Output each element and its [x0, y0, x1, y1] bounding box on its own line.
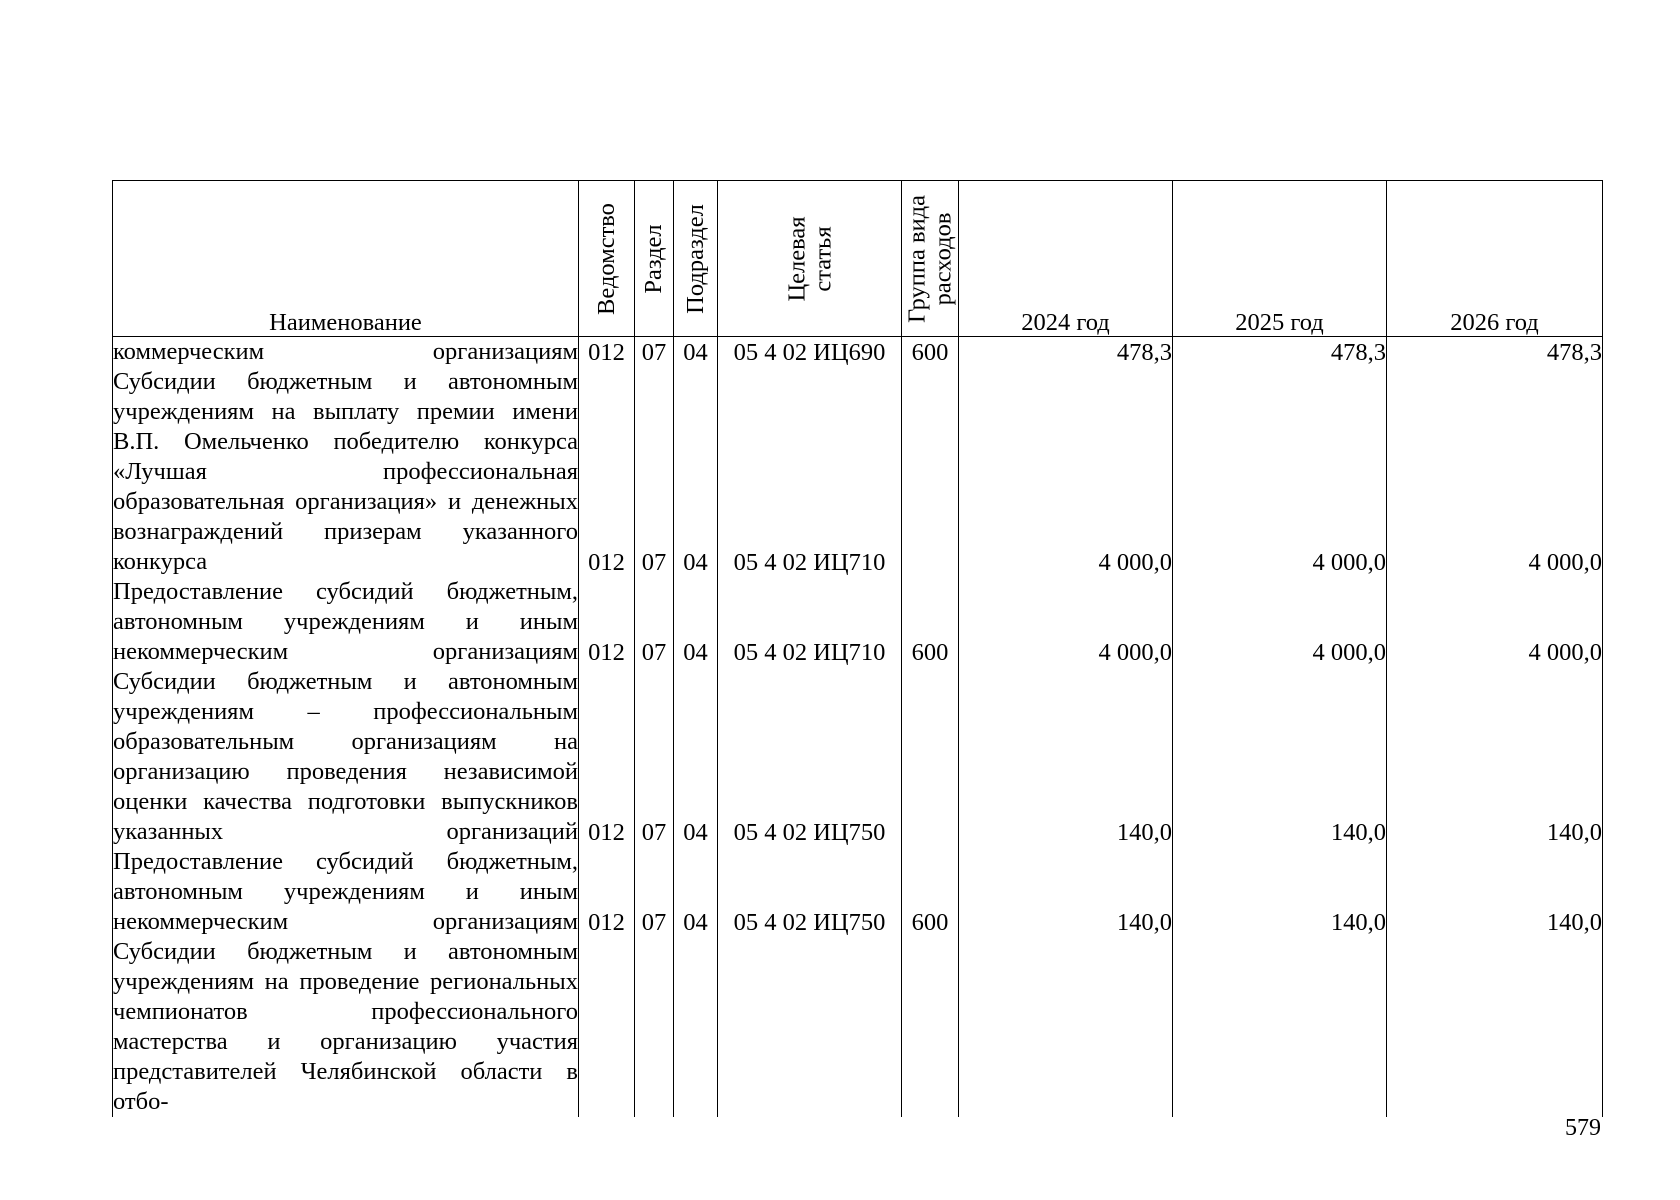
header-2025: 2025 год: [1173, 181, 1387, 337]
table-row: [113, 667, 1603, 847]
row-gruppa: 600: [902, 847, 959, 937]
row-razdel: 07: [635, 367, 674, 577]
row-name: Субсидии бюджетным и автономным учреждениям на выплату премии имени В.П. Омельченко победителю конкурса «Лучшая профессиональная образовательная организация» и денежных вознаграждений призерам указанного конкурса: [113, 368, 578, 575]
row-celevaya: 05 4 02 ИЦ710: [718, 577, 902, 667]
row-celevaya: 05 4 02 ИЦ750: [718, 667, 902, 847]
row-name: Субсидии бюджетным и автономным учреждениям – профессиональным образовательным организациям на организацию проведения независимой оценки качества подготовки выпускников указанных организаций: [113, 668, 578, 845]
row-2026: 140,0: [1387, 667, 1603, 847]
row-podrazdel: 04: [674, 367, 718, 577]
row-gruppa: 600: [902, 577, 959, 667]
row-2024: 140,0: [959, 667, 1173, 847]
row-podrazdel: [674, 937, 718, 1117]
row-2024: 4 000,0: [959, 367, 1173, 577]
table-header-row: [113, 181, 1603, 337]
table-row: [113, 937, 1603, 1117]
row-2024: 478,3: [959, 337, 1173, 368]
row-gruppa: 600: [902, 337, 959, 368]
row-razdel: 07: [635, 337, 674, 368]
header-2024: 2024 год: [959, 181, 1173, 337]
row-podrazdel: 04: [674, 577, 718, 667]
row-2025: 140,0: [1173, 847, 1387, 937]
row-2026: 4 000,0: [1387, 367, 1603, 577]
table-row: [113, 337, 1603, 368]
row-2025: 478,3: [1173, 337, 1387, 368]
header-2026: 2026 год: [1387, 181, 1603, 337]
row-name: коммерческим организациям: [113, 338, 578, 365]
header-podrazdel: Подраздел: [674, 181, 718, 337]
row-razdel: 07: [635, 577, 674, 667]
row-2026: 4 000,0: [1387, 577, 1603, 667]
row-podrazdel: 04: [674, 337, 718, 368]
row-celevaya: 05 4 02 ИЦ710: [718, 367, 902, 577]
row-vedomstvo: 012: [579, 577, 635, 667]
header-gruppa: Группа вида расходов: [902, 181, 959, 337]
row-name: Предоставление субсидий бюджетным, автономным учреждениям и иным некоммерческим организациям: [113, 578, 578, 665]
table-row: [113, 577, 1603, 667]
row-2024: [959, 937, 1173, 1117]
row-razdel: [635, 937, 674, 1117]
row-vedomstvo: [579, 937, 635, 1117]
budget-table: [112, 180, 1603, 1117]
row-2025: [1173, 937, 1387, 1117]
row-celevaya: 05 4 02 ИЦ690: [718, 337, 902, 368]
row-2026: [1387, 937, 1603, 1117]
row-2026: 140,0: [1387, 847, 1603, 937]
row-celevaya: 05 4 02 ИЦ750: [718, 847, 902, 937]
row-vedomstvo: 012: [579, 847, 635, 937]
row-vedomstvo: 012: [579, 337, 635, 368]
header-vedomstvo: Ведомство: [579, 181, 635, 337]
page-number: 579: [1565, 1115, 1601, 1141]
row-vedomstvo: 012: [579, 367, 635, 577]
row-2025: 140,0: [1173, 667, 1387, 847]
row-gruppa: [902, 667, 959, 847]
header-name: Наименование: [113, 181, 579, 337]
row-vedomstvo: 012: [579, 667, 635, 847]
row-razdel: 07: [635, 847, 674, 937]
table-row: [113, 367, 1603, 577]
header-razdel: Раздел: [635, 181, 674, 337]
row-podrazdel: 04: [674, 667, 718, 847]
row-2024: 4 000,0: [959, 577, 1173, 667]
row-2024: 140,0: [959, 847, 1173, 937]
row-podrazdel: 04: [674, 847, 718, 937]
table-row: [113, 847, 1603, 937]
row-2025: 4 000,0: [1173, 367, 1387, 577]
row-2026: 478,3: [1387, 337, 1603, 368]
row-gruppa: [902, 367, 959, 577]
row-razdel: 07: [635, 667, 674, 847]
row-name: Предоставление субсидий бюджетным, автономным учреждениям и иным некоммерческим организациям: [113, 848, 578, 935]
row-gruppa: [902, 937, 959, 1117]
header-celevaya: Целевая статья: [718, 181, 902, 337]
row-2025: 4 000,0: [1173, 577, 1387, 667]
row-celevaya: [718, 937, 902, 1117]
row-name: Субсидии бюджетным и автономным учреждениям на проведение региональных чемпионатов профессионального мастерства и организацию участия представителей Челябинской области в отбо-: [113, 938, 578, 1115]
